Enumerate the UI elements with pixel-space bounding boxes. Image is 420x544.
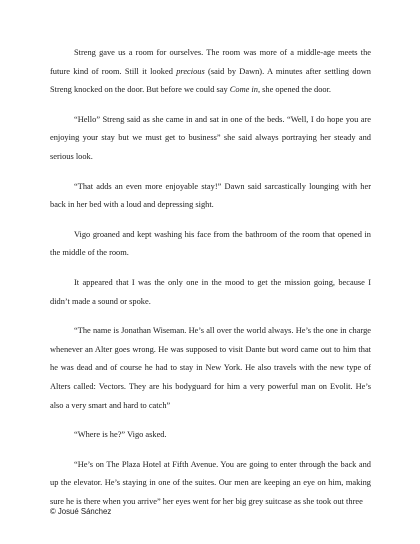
paragraph xyxy=(50,178,371,215)
paragraph xyxy=(50,111,371,167)
footer-copyright: © Josué Sánchez xyxy=(50,507,112,516)
text-run: “The name is Jonathan Wiseman. He’s all over the world always. He’s the one in charge whenever an Alter goes wrong. He was supposed to visit Dante but word came out to him that he was dead and of course he had to stay in New York. He also travels with the new type of Alters called: Vectors. They are his bodyguard for him a very powerful man on Evolit. He’s also a very smart and hard to catch” xyxy=(50,326,371,410)
paragraph xyxy=(50,456,371,512)
paragraph xyxy=(50,426,371,445)
text-run: “He’s on The Plaza Hotel at Fifth Avenue. You are going to enter through the back and up the elevator. He’s staying in one of the suites. Our men are keeping an eye on him, making sure he is there when you arrive” her eyes went for her big grey suitcase as she took out three xyxy=(50,459,371,506)
text-run: “Where is he?” Vigo asked. xyxy=(74,430,167,440)
text-run: It appeared that I was the only one in the mood to get the mission going, because I didn’t made a sound or spoke. xyxy=(50,277,371,306)
paragraph xyxy=(50,226,371,263)
italic-text: precious xyxy=(176,66,205,76)
text-run: Streng gave us a room for ourselves. The room was more of a middle-age meets the future kind of room. Still it looked xyxy=(50,48,371,76)
text-run: Vigo groaned and kept washing his face from the bathroom of the room that opened in the middle of the room. xyxy=(50,229,371,258)
body-text xyxy=(50,44,371,522)
text-run: “That adds an even more enjoyable stay!” Dawn said sarcastically lounging with her back in her bed with a loud and depressing sight. xyxy=(50,181,371,210)
text-run: , she opened the door. xyxy=(257,85,331,95)
text-run: “Hello” Streng said as she came in and sat in one of the beds. “Well, I do hope you are enjoying your stay but we must get to business” she said always portraying her steady and serious look. xyxy=(50,114,371,161)
text-run: (said by Dawn). A minutes after settling down Streng knocked on the door. But before we could say xyxy=(50,66,371,95)
italic-text: Come in xyxy=(229,85,258,95)
paragraph xyxy=(50,274,371,311)
paragraph xyxy=(50,44,371,100)
paragraph xyxy=(50,322,371,415)
